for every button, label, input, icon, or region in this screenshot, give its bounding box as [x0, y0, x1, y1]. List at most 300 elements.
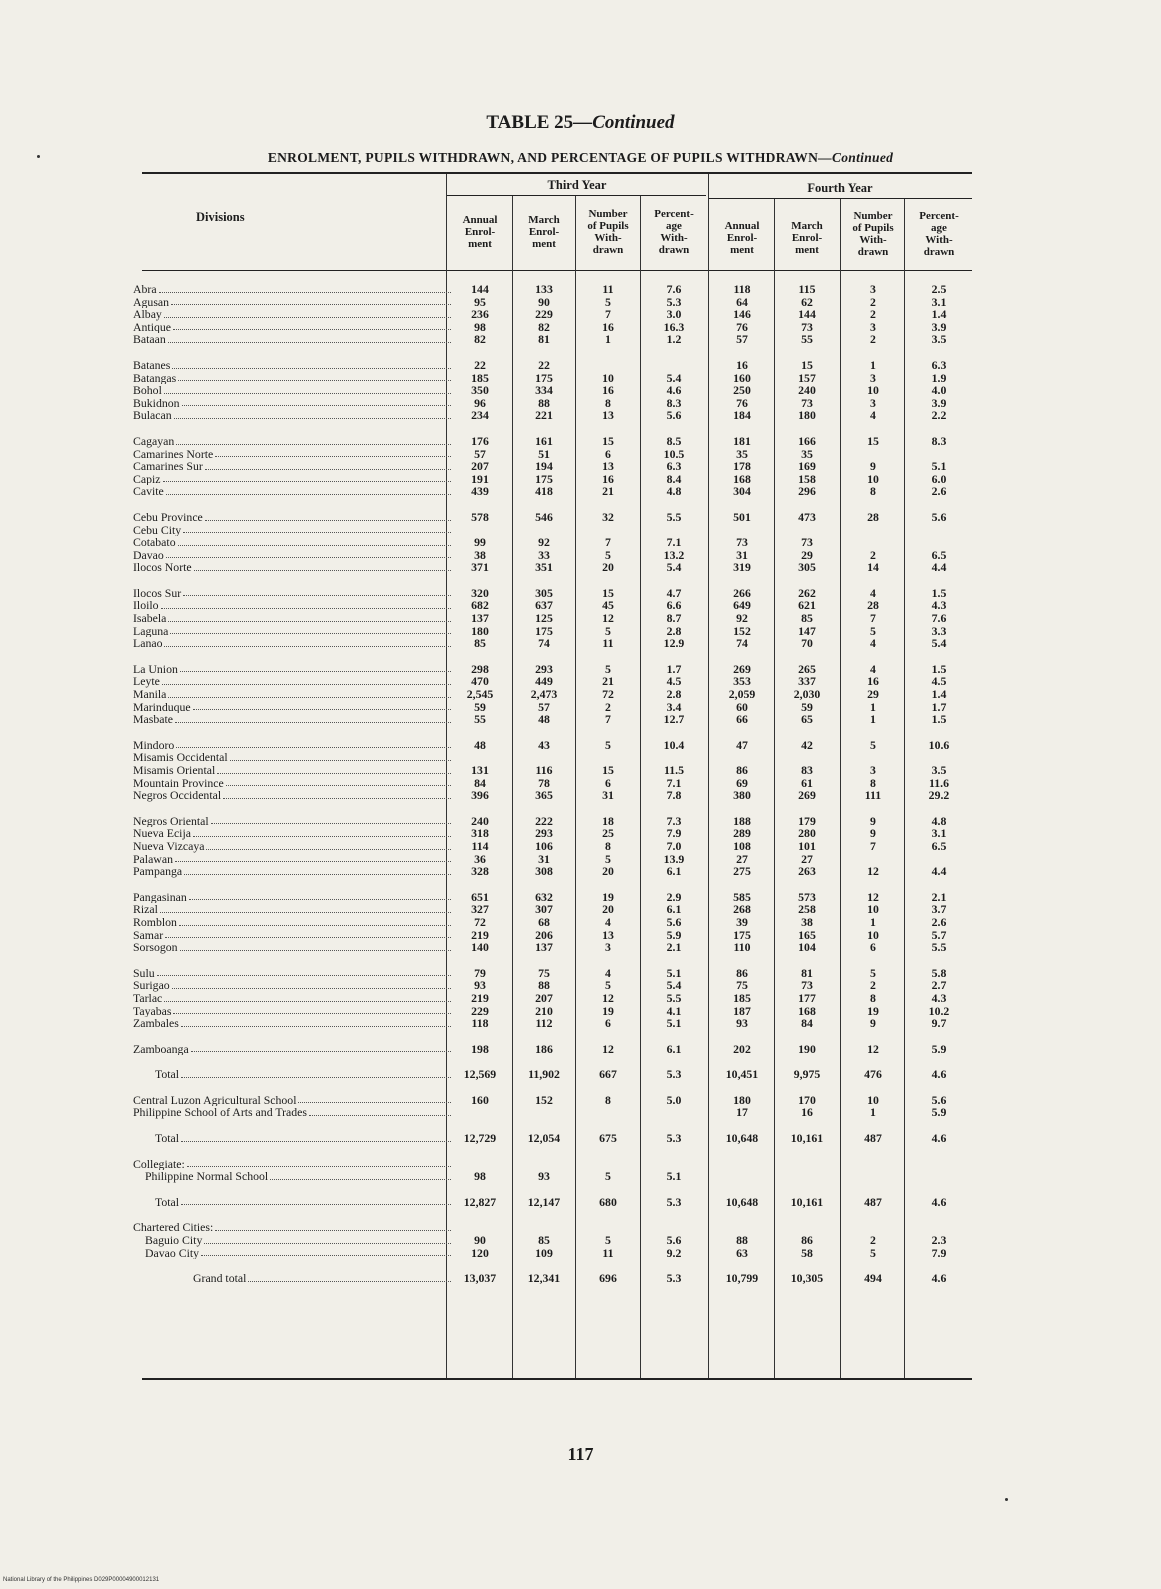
- division-name: Tayabas: [133, 1004, 172, 1018]
- table-cell: 12,729: [463, 1131, 497, 1146]
- table-cell: 180: [733, 1092, 751, 1107]
- table-cell: 5.8: [931, 965, 947, 980]
- table-cell: 86: [736, 763, 748, 777]
- leader-dots: [175, 713, 451, 723]
- table-cell: 95: [474, 294, 486, 309]
- table-cell: 4: [870, 408, 876, 423]
- table-cell: 73: [801, 978, 813, 993]
- table-cell: 3: [870, 763, 876, 777]
- leader-dots: [211, 815, 451, 825]
- division-name: Antique: [133, 320, 172, 334]
- table-cell: 275: [733, 864, 751, 879]
- table-cell: 82: [538, 319, 550, 334]
- table-cell: 180: [798, 408, 816, 423]
- leader-dots: [172, 359, 451, 369]
- table-cell: 181: [733, 433, 751, 448]
- table-cell: 293: [535, 661, 553, 676]
- table-cell: 10,161: [790, 1194, 824, 1209]
- table-cell: 5.4: [666, 978, 682, 993]
- table-cell: 5: [870, 737, 876, 752]
- table-cell: 4.6: [931, 1067, 947, 1082]
- division-row-label: [133, 739, 451, 752]
- leader-dots: [309, 1106, 451, 1116]
- table-cell: 5: [870, 1245, 876, 1260]
- division-name: Davao: [133, 548, 164, 562]
- table-cell: 9,975: [793, 1067, 821, 1082]
- division-row-label: [133, 1005, 451, 1018]
- table-cell: 7.6: [931, 611, 947, 626]
- table-cell: 147: [798, 623, 816, 638]
- table-cell: 5.3: [666, 294, 682, 309]
- table-cell: 470: [471, 674, 489, 689]
- division-row-label: [133, 941, 451, 954]
- table-cell: 131: [471, 763, 489, 777]
- division-row-label: [133, 979, 451, 992]
- table-cell: 7: [870, 611, 876, 626]
- table-cell: 101: [798, 838, 816, 853]
- table-cell: 6: [605, 775, 611, 790]
- division-name: Nueva Vizcaya: [133, 839, 205, 853]
- leader-dots: [168, 688, 451, 698]
- table-cell: 7.0: [666, 838, 682, 853]
- table-cell: 59: [801, 699, 813, 714]
- table-cell: 7.3: [666, 813, 682, 828]
- table-cell: 12: [867, 889, 879, 904]
- division-name: Mindoro: [133, 738, 175, 752]
- table-cell: 15: [602, 585, 614, 600]
- division-row-label: [133, 1247, 451, 1260]
- table-cell: 546: [535, 509, 553, 524]
- table-cell: 13: [602, 408, 614, 423]
- table-cell: 187: [733, 1003, 751, 1018]
- table-cell: 2: [870, 294, 876, 309]
- division-row-label: [133, 511, 451, 524]
- table-cell: 396: [471, 788, 489, 803]
- table-cell: 1: [870, 357, 876, 372]
- division-row-label: [133, 701, 451, 714]
- table-cell: 98: [474, 319, 486, 334]
- table-cell: 84: [474, 775, 486, 790]
- division-row-label: [133, 916, 451, 929]
- table-cell: 258: [798, 902, 816, 917]
- division-row-label: [133, 777, 451, 790]
- table-cell: 3: [870, 395, 876, 410]
- table-cell: 10,305: [790, 1271, 824, 1286]
- table-cell: 2,059: [728, 687, 756, 702]
- table-cell: 73: [801, 395, 813, 410]
- division-name: Collegiate:: [133, 1157, 185, 1171]
- leader-dots: [217, 764, 451, 774]
- table-cell: 418: [535, 484, 553, 499]
- table-cell: 5.7: [931, 927, 947, 942]
- division-row-label: [133, 992, 451, 1005]
- table-cell: 365: [535, 788, 553, 803]
- speck-mark: [37, 155, 40, 158]
- table-cell: 169: [798, 459, 816, 474]
- table-cell: 219: [471, 927, 489, 942]
- col-percentage-4: Percent- age With- drawn: [919, 210, 959, 258]
- table-cell: 2: [605, 699, 611, 714]
- division-row-label: [133, 1068, 451, 1081]
- leader-dots: [182, 397, 451, 407]
- table-cell: 5: [605, 623, 611, 638]
- leader-dots: [171, 296, 451, 306]
- table-cell: 12: [867, 1041, 879, 1056]
- table-cell: 63: [736, 1245, 748, 1260]
- leader-dots: [230, 751, 451, 761]
- table-cell: 29.2: [928, 788, 950, 803]
- table-cell: 120: [471, 1245, 489, 1260]
- table-cell: 161: [535, 433, 553, 448]
- table-cell: 6: [870, 940, 876, 955]
- table-cell: 83: [801, 763, 813, 777]
- table-cell: 60: [736, 699, 748, 714]
- division-row-label: [133, 625, 451, 638]
- table-cell: 2: [870, 1233, 876, 1248]
- table-cell: 93: [538, 1169, 550, 1184]
- table-cell: 206: [535, 927, 553, 942]
- group-fourth-year: Fourth Year: [807, 181, 873, 195]
- table-cell: 32: [602, 509, 614, 524]
- division-row-label: [133, 865, 451, 878]
- table-cell: 7.1: [666, 775, 682, 790]
- table-cell: 15: [602, 763, 614, 777]
- table-cell: 1.5: [931, 712, 947, 727]
- table-cell: 304: [733, 484, 751, 499]
- table-cell: 144: [471, 282, 489, 296]
- table-cell: 2.3: [931, 1233, 947, 1248]
- table-cell: 12,147: [527, 1194, 561, 1209]
- leader-dots: [174, 409, 451, 419]
- withdrawn-3-column: [577, 283, 639, 1285]
- table-cell: 96: [474, 395, 486, 410]
- table-cell: 93: [474, 978, 486, 993]
- table-cell: 5.6: [666, 408, 682, 423]
- table-cell: 494: [864, 1271, 882, 1286]
- table-cell: 4.6: [931, 1271, 947, 1286]
- table-cell: 9.7: [931, 1016, 947, 1031]
- table-cell: 73: [801, 319, 813, 334]
- table-cell: 10.5: [663, 446, 685, 461]
- table-cell: 305: [535, 585, 553, 600]
- table-cell: 55: [801, 332, 813, 347]
- table-cell: 262: [798, 585, 816, 600]
- table-cell: 16.3: [663, 319, 685, 334]
- table-cell: 682: [471, 598, 489, 613]
- leader-dots: [201, 1247, 451, 1257]
- division-row-label: [133, 435, 451, 448]
- division-name: Masbate: [133, 713, 173, 726]
- table-cell: 3.5: [931, 763, 947, 777]
- table-cell: 19: [602, 1003, 614, 1018]
- table-cell: 2.7: [931, 978, 947, 993]
- table-cell: 3.7: [931, 902, 947, 917]
- table-cell: 221: [535, 408, 553, 423]
- table-cell: 6.5: [931, 547, 947, 562]
- table-cell: 11: [602, 1245, 614, 1260]
- table-cell: 10,648: [725, 1194, 759, 1209]
- table-cell: 8.5: [666, 433, 682, 448]
- leader-dots: [168, 333, 451, 343]
- leader-dots: [170, 625, 451, 635]
- division-row-label: [133, 751, 451, 764]
- table-cell: 116: [535, 763, 553, 777]
- table-cell: 7: [870, 838, 876, 853]
- table-cell: [842, 1158, 904, 1171]
- leader-dots: [215, 1221, 451, 1231]
- table-cell: 1: [870, 712, 876, 727]
- col-annual-enrolment-3: Annual Enrol- ment: [462, 214, 498, 250]
- table-cell: [906, 1158, 972, 1171]
- table-cell: 1.5: [931, 585, 947, 600]
- table-cell: 10,161: [790, 1131, 824, 1146]
- division-row-label: [133, 1094, 451, 1107]
- division-row-label: [133, 384, 451, 397]
- table-cell: 21: [602, 484, 614, 499]
- table-cell: 5.1: [931, 459, 947, 474]
- table-cell: 22: [474, 357, 486, 372]
- division-row-label: [133, 1234, 451, 1247]
- table-cell: 5.1: [666, 1169, 682, 1184]
- division-name: Chartered Cities:: [133, 1221, 214, 1235]
- table-cell: 70: [801, 636, 813, 651]
- table-cell: [577, 359, 639, 372]
- table-cell: 4.4: [931, 864, 947, 879]
- table-cell: 110: [733, 940, 751, 955]
- division-row-label: [133, 321, 451, 334]
- leader-dots: [194, 561, 451, 571]
- table-cell: 73: [736, 535, 748, 550]
- header-rule: [142, 270, 972, 271]
- table-cell: 10: [867, 471, 879, 486]
- table-cell: 7.9: [931, 1245, 947, 1260]
- table-cell: 137: [535, 940, 553, 955]
- table-cell: 8: [605, 1092, 611, 1107]
- table-cell: 35: [801, 446, 813, 461]
- table-cell: 92: [736, 611, 748, 626]
- division-name: Ilocos Norte: [133, 561, 192, 574]
- table-cell: 69: [736, 775, 748, 790]
- division-row-label: [133, 561, 451, 574]
- table-cell: 327: [471, 902, 489, 917]
- division-name: Pampanga: [133, 865, 183, 878]
- division-row-label: [133, 827, 451, 840]
- table-cell: 487: [864, 1194, 882, 1209]
- table-cell: 4.7: [666, 585, 682, 600]
- table-cell: 76: [736, 319, 748, 334]
- table-cell: 2: [870, 307, 876, 322]
- table-cell: 7.1: [666, 535, 682, 550]
- table-cell: 158: [798, 471, 816, 486]
- col-withdrawn-4: Number of Pupils With- drawn: [852, 210, 894, 258]
- table-cell: 81: [538, 332, 550, 347]
- table-cell: 5.5: [931, 940, 947, 955]
- table-cell: 144: [798, 307, 816, 322]
- table-cell: 13.2: [663, 547, 685, 562]
- table-cell: 5: [605, 1233, 611, 1248]
- table-cell: [906, 1170, 972, 1183]
- division-name: Bohol: [133, 384, 162, 397]
- table-cell: 185: [733, 990, 751, 1005]
- table-cell: 1.4: [931, 687, 947, 702]
- page-number: 117: [567, 1444, 594, 1464]
- division-name: Cavite: [133, 485, 164, 498]
- table-cell: 85: [538, 1233, 550, 1248]
- annual-enrolment-3-column: [450, 283, 510, 1285]
- table-cell: 177: [798, 990, 816, 1005]
- division-row-label: [133, 333, 451, 346]
- table-cell: 22: [538, 357, 550, 372]
- leader-dots: [178, 372, 451, 382]
- table-cell: 57: [538, 699, 550, 714]
- leader-dots: [205, 460, 451, 470]
- table-cell: 7: [605, 535, 611, 550]
- table-cell: 1.4: [931, 307, 947, 322]
- table-cell: 3.3: [931, 623, 947, 638]
- division-name: Zamboanga: [133, 1042, 189, 1056]
- division-row-label: [133, 372, 451, 385]
- table-cell: 1: [870, 914, 876, 929]
- table-cell: 114: [471, 838, 489, 853]
- table-cell: 166: [798, 433, 816, 448]
- table-cell: 12,054: [527, 1131, 561, 1146]
- table-cell: 190: [798, 1041, 816, 1056]
- table-cell: 7: [605, 307, 611, 322]
- leader-dots: [181, 1068, 451, 1078]
- leader-dots: [181, 1017, 451, 1027]
- leader-dots: [226, 777, 451, 787]
- division-row-label: [133, 296, 451, 309]
- table-cell: 6.0: [931, 471, 947, 486]
- leader-dots: [159, 283, 451, 293]
- division-name: Mountain Province: [133, 776, 224, 790]
- table-cell: 10: [867, 902, 879, 917]
- table-cell: 168: [733, 471, 751, 486]
- leader-dots: [191, 1043, 451, 1053]
- table-cell: 637: [535, 598, 553, 613]
- leader-dots: [215, 448, 451, 458]
- table-cell: 269: [798, 788, 816, 803]
- table-cell: [450, 1106, 510, 1119]
- table-cell: 109: [535, 1245, 553, 1260]
- table-cell: 9: [870, 826, 876, 841]
- division-name: Zambales: [133, 1017, 179, 1030]
- table-cell: 5.3: [666, 1271, 682, 1286]
- table-cell: 334: [535, 383, 553, 398]
- division-name: Nueva Ecija: [133, 827, 191, 840]
- division-row-label: [133, 409, 451, 422]
- table-cell: 6.3: [666, 459, 682, 474]
- top-rule: [142, 172, 972, 174]
- division-name: Total: [155, 1195, 180, 1209]
- table-cell: 81: [801, 965, 813, 980]
- table-cell: 293: [535, 826, 553, 841]
- table-cell: 9: [870, 813, 876, 828]
- table-cell: 8: [605, 838, 611, 853]
- division-row-label: [133, 308, 451, 321]
- table-cell: 160: [733, 370, 751, 385]
- division-row-label: [133, 929, 451, 942]
- table-title: TABLE 25—Continued: [486, 112, 675, 133]
- table-cell: 2: [870, 547, 876, 562]
- table-cell: 11: [602, 282, 614, 296]
- table-cell: 88: [538, 978, 550, 993]
- table-cell: 175: [535, 471, 553, 486]
- table-cell: 118: [733, 282, 751, 296]
- table-cell: 8.3: [666, 395, 682, 410]
- table-cell: 2,473: [530, 687, 558, 702]
- table-cell: 6: [605, 446, 611, 461]
- division-row-label: [133, 460, 451, 473]
- table-cell: 320: [471, 585, 489, 600]
- table-cell: 115: [798, 282, 816, 296]
- table-cell: 2.8: [666, 687, 682, 702]
- table-cell: 1.5: [931, 661, 947, 676]
- table-cell: 88: [538, 395, 550, 410]
- table-cell: 160: [471, 1092, 489, 1107]
- division-name: Capiz: [133, 472, 161, 486]
- division-row-label: [133, 764, 451, 777]
- division-row-label: [133, 599, 451, 612]
- division-name: Batangas: [133, 371, 177, 385]
- table-cell: 3.0: [666, 307, 682, 322]
- table-cell: 16: [602, 383, 614, 398]
- table-cell: 99: [474, 535, 486, 550]
- division-row-label: [133, 675, 451, 688]
- table-cell: 269: [733, 661, 751, 676]
- table-cell: 10: [867, 383, 879, 398]
- table-cell: 2,545: [466, 687, 494, 702]
- division-name: Bulacan: [133, 409, 172, 422]
- division-name: Philippine Normal School: [145, 1170, 269, 1183]
- table-cell: 2.1: [931, 889, 947, 904]
- table-cell: 27: [801, 851, 813, 866]
- table-cell: 31: [736, 547, 748, 562]
- table-cell: 4.3: [931, 598, 947, 613]
- table-cell: 6.5: [931, 838, 947, 853]
- table-cell: 68: [538, 914, 550, 929]
- speck-mark: [1005, 1498, 1008, 1501]
- table-cell: 16: [602, 319, 614, 334]
- leader-dots: [160, 903, 451, 913]
- table-cell: 19: [867, 1003, 879, 1018]
- leader-dots: [193, 827, 451, 837]
- table-cell: 5: [870, 965, 876, 980]
- withdrawn-4-column: [842, 283, 904, 1285]
- leader-dots: [157, 967, 451, 977]
- table-cell: 61: [801, 775, 813, 790]
- table-cell: 104: [798, 940, 816, 955]
- table-cell: 4.8: [666, 484, 682, 499]
- table-cell: [514, 1106, 574, 1119]
- annual-enrolment-4-column: [711, 283, 773, 1285]
- division-name: Manila: [133, 688, 167, 701]
- table-cell: 4.6: [931, 1131, 947, 1146]
- table-cell: 1.9: [931, 370, 947, 385]
- division-row-label: [133, 1221, 451, 1234]
- table-cell: 4: [605, 914, 611, 929]
- table-cell: 86: [736, 965, 748, 980]
- leader-dots: [180, 941, 451, 951]
- table-cell: 675: [599, 1131, 617, 1146]
- table-cell: 35: [736, 446, 748, 461]
- leader-dots: [168, 612, 451, 622]
- division-row-label: [133, 815, 451, 828]
- table-cell: 578: [471, 509, 489, 524]
- table-cell: 15: [867, 433, 879, 448]
- table-cell: 10: [602, 370, 614, 385]
- table-cell: 3.5: [931, 332, 947, 347]
